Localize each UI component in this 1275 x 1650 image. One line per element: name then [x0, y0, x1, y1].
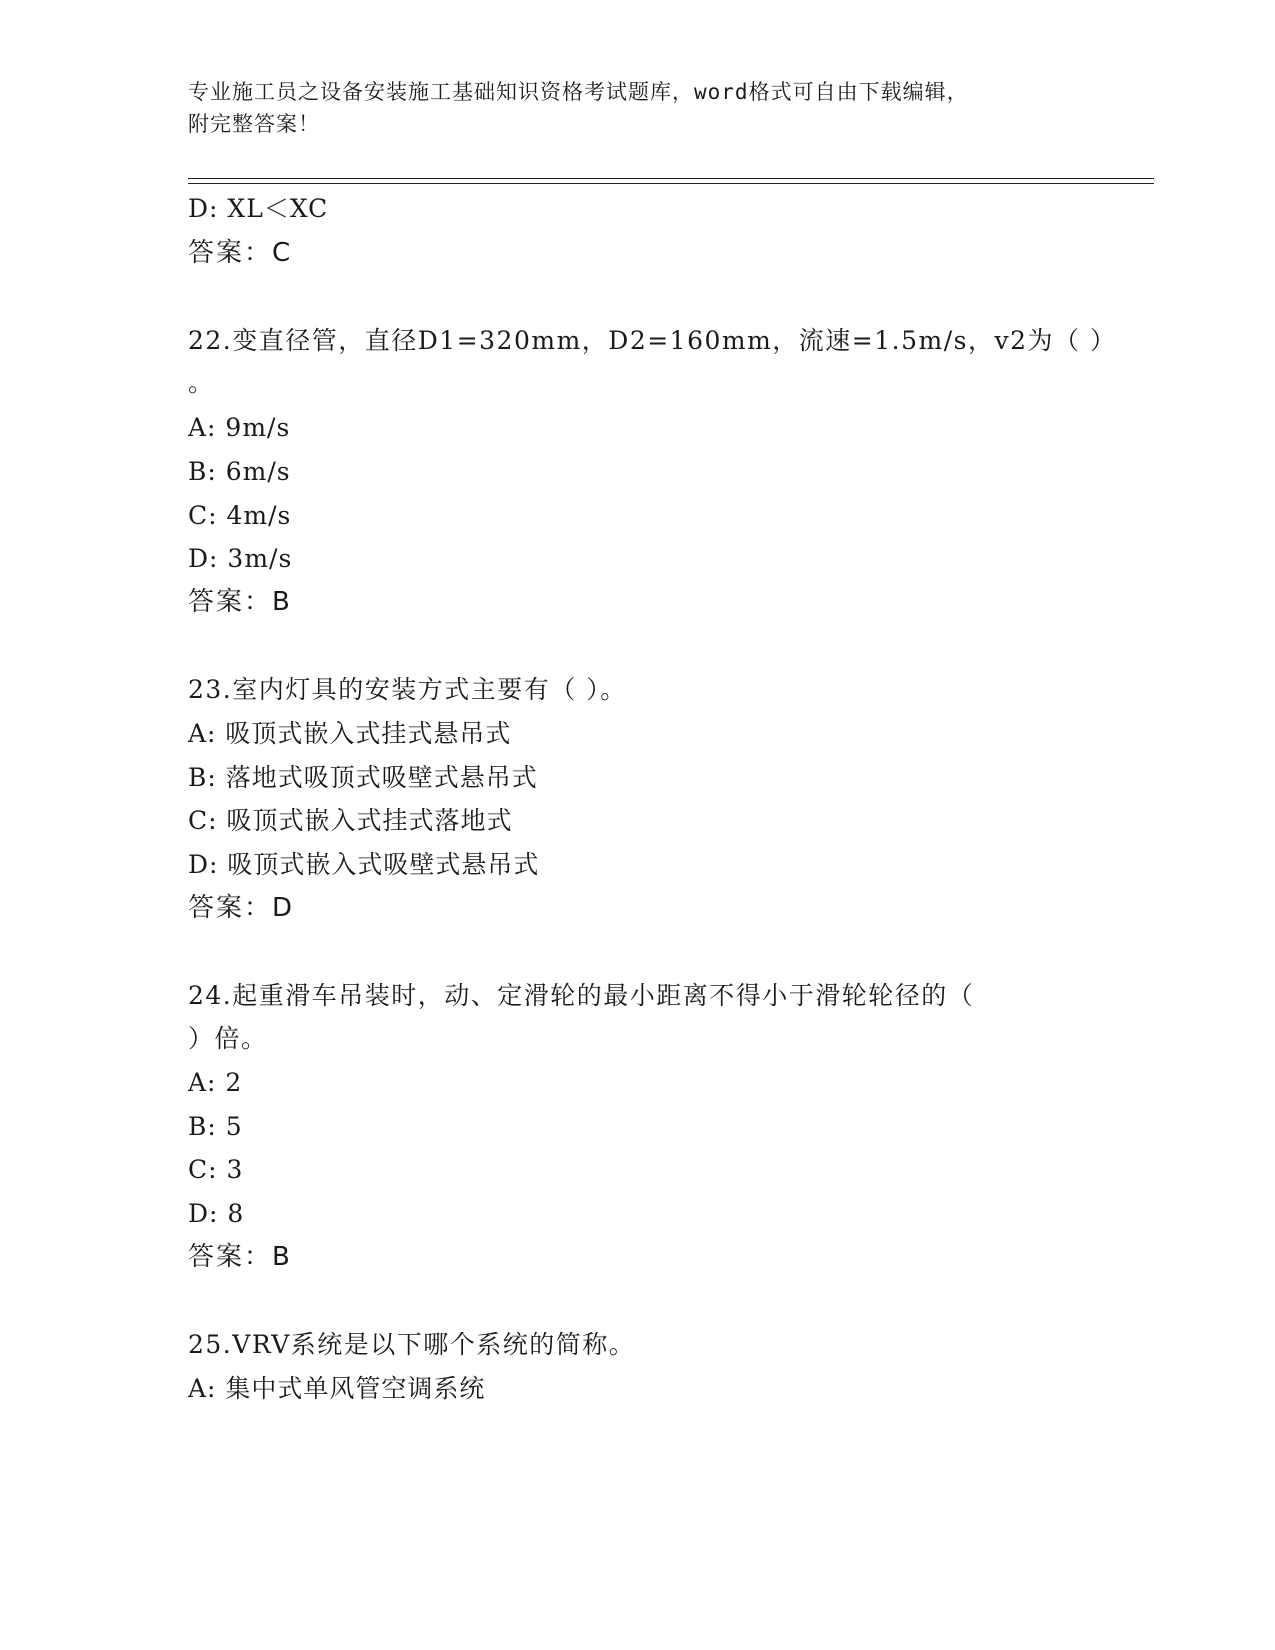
header-line-2: 附完整答案！ [188, 112, 320, 136]
q22-option-d: D: 3m/s [188, 544, 293, 573]
q23-option-a: A: 吸顶式嵌入式挂式悬吊式 [188, 719, 512, 748]
q24-question: 24.起重滑车吊装时，动、定滑轮的最小距离不得小于滑轮轮径的（ [188, 981, 975, 1010]
prev-answer: 答案：C [188, 238, 293, 268]
q24-option-a: A: 2 [188, 1068, 243, 1097]
q22-option-a: A: 9m/s [188, 413, 291, 442]
q22-option-b: B: 6m/s [188, 457, 291, 486]
q22-option-c: C: 4m/s [188, 501, 292, 530]
header-divider-bottom [188, 183, 1154, 184]
q24-question-cont: ）倍。 [188, 1024, 268, 1053]
document-header [188, 76, 1088, 140]
q25-option-a: A: 集中式单风管空调系统 [188, 1374, 486, 1403]
q23-question: 23.室内灯具的安装方式主要有（ ）。 [188, 675, 627, 704]
prev-option-d: D: XL＜XC [188, 194, 329, 223]
header-divider-top [188, 178, 1154, 179]
header-line-1: 专业施工员之设备安装施工基础知识资格考试题库，word格式可自由下载编辑， [188, 80, 969, 104]
q22-answer: 答案：B [188, 587, 292, 617]
q23-option-d: D: 吸顶式嵌入式吸壁式悬吊式 [188, 850, 540, 879]
q24-option-d: D: 8 [188, 1199, 245, 1228]
q24-option-b: B: 5 [188, 1112, 243, 1141]
q24-option-c: C: 3 [188, 1155, 244, 1184]
q25-question: 25.VRV系统是以下哪个系统的简称。 [188, 1330, 636, 1359]
q22-question: 22.变直径管，直径D1=320mm，D2=160mm，流速=1.5m/s，v2为（ ） [188, 326, 1117, 355]
q24-answer: 答案：B [188, 1242, 292, 1272]
q23-answer: 答案：D [188, 893, 295, 923]
q23-option-b: B: 落地式吸顶式吸壁式悬吊式 [188, 763, 538, 792]
q22-question-cont: 。 [188, 368, 215, 397]
q23-option-c: C: 吸顶式嵌入式挂式落地式 [188, 806, 513, 835]
